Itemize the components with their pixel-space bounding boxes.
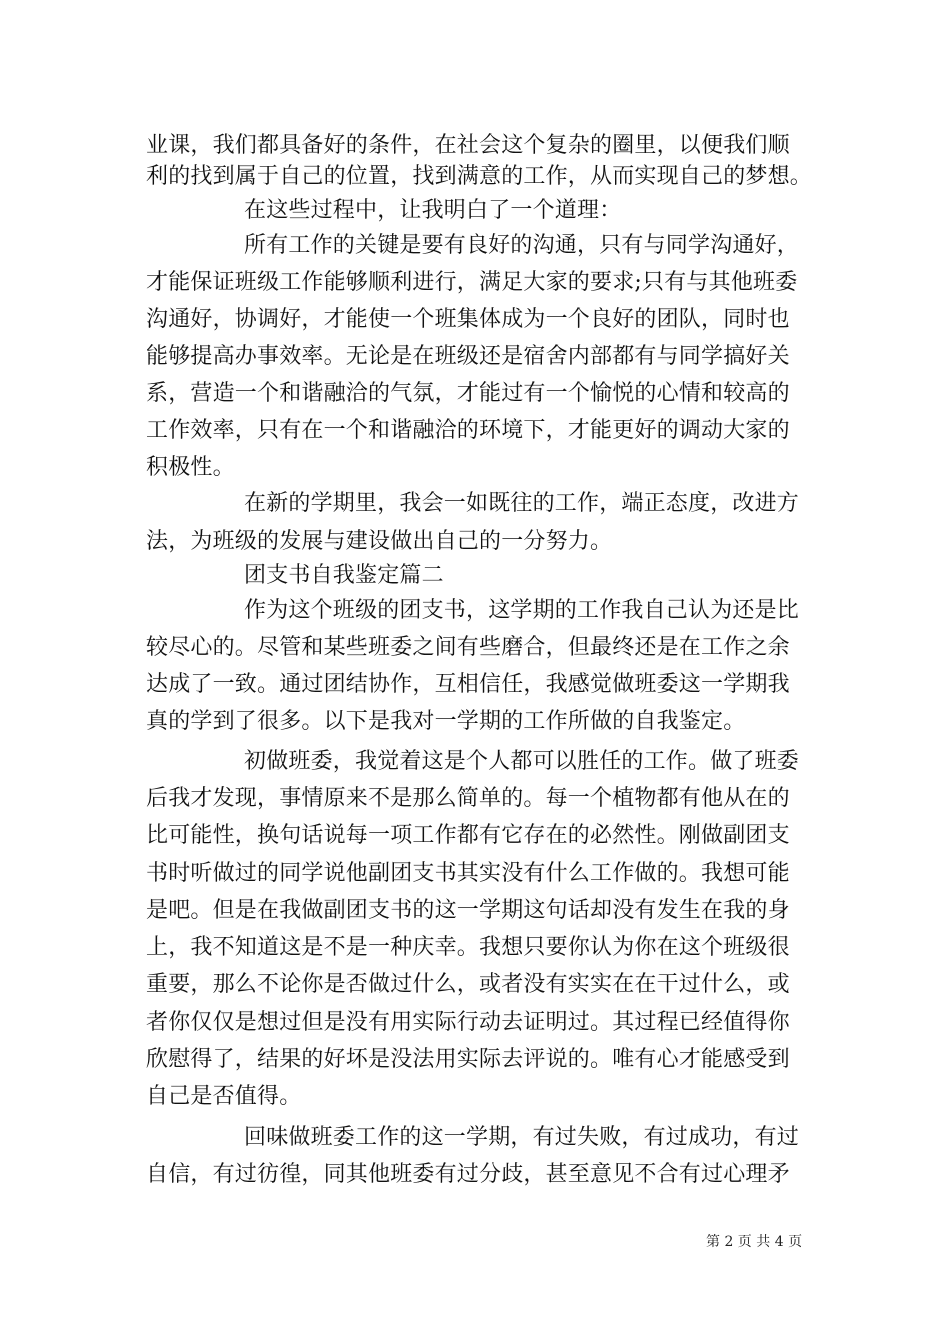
body-line: 初做班委，我觉着这是个人都可以胜任的工作。做了班委 bbox=[244, 749, 800, 774]
body-line: 业课，我们都具备好的条件，在社会这个复杂的圈里，以便我们顺 bbox=[146, 133, 790, 158]
body-line: 较尽心的。尽管和某些班委之间有些磨合，但最终还是在工作之余 bbox=[146, 635, 790, 660]
body-line: 上，我不知道这是不是一种庆幸。我想只要你认为你在这个班级很 bbox=[146, 935, 790, 960]
body-line: 在这些过程中，让我明白了一个道理： bbox=[244, 198, 622, 223]
body-line: 自己是否值得。 bbox=[146, 1084, 302, 1109]
body-line: 沟通好，协调好，才能使一个班集体成为一个良好的团队，同时也 bbox=[146, 307, 790, 332]
body-line: 比可能性，换句话说每一项工作都有它存在的必然性。刚做副团支 bbox=[146, 823, 790, 848]
body-line: 重要，那么不论你是否做过什么，或者没有实实在在干过什么，或 bbox=[146, 972, 790, 997]
body-line: 法，为班级的发展与建设做出自己的一分努力。 bbox=[146, 529, 613, 554]
body-line: 是吧。但是在我做副团支书的这一学期这句话却没有发生在我的身 bbox=[146, 898, 790, 923]
body-line: 书时听做过的同学说他副团支书其实没有什么工作做的。我想可能 bbox=[146, 861, 790, 886]
page-number: 第 2 页 共 4 页 bbox=[706, 1234, 803, 1250]
body-line: 作为这个班级的团支书，这学期的工作我自己认为还是比 bbox=[244, 598, 800, 623]
body-line: 真的学到了很多。以下是我对一学期的工作所做的自我鉴定。 bbox=[146, 709, 746, 734]
body-line: 后我才发现，事情原来不是那么简单的。每一个植物都有他从在的 bbox=[146, 786, 790, 811]
body-line: 自信，有过彷徨，同其他班委有过分歧，甚至意见不合有过心理矛 bbox=[146, 1162, 790, 1187]
body-line: 在新的学期里，我会一如既往的工作，端正态度，改进方 bbox=[244, 491, 800, 516]
body-line: 工作效率，只有在一个和谐融洽的环境下，才能更好的调动大家的 bbox=[146, 418, 790, 443]
body-line: 积极性。 bbox=[146, 455, 235, 480]
body-line: 回味做班委工作的这一学期，有过失败，有过成功，有过 bbox=[244, 1125, 800, 1150]
body-line: 欣慰得了，结果的好坏是没法用实际去评说的。唯有心才能感受到 bbox=[146, 1047, 790, 1072]
body-line: 达成了一致。通过团结协作，互相信任，我感觉做班委这一学期我 bbox=[146, 672, 790, 697]
section-heading: 团支书自我鉴定篇二 bbox=[244, 563, 444, 588]
body-line: 系，营造一个和谐融洽的气氛，才能过有一个愉悦的心情和较高的 bbox=[146, 381, 790, 406]
body-line: 才能保证班级工作能够顺利进行，满足大家的要求;只有与其他班委 bbox=[146, 270, 798, 295]
body-line: 者你仅仅是想过但是没有用实际行动去证明过。其过程已经值得你 bbox=[146, 1010, 790, 1035]
body-line: 所有工作的关键是要有良好的沟通，只有与同学沟通好， bbox=[244, 233, 800, 258]
body-line: 利的找到属于自己的位置，找到满意的工作，从而实现自己的梦想。 bbox=[146, 164, 813, 189]
body-line: 能够提高办事效率。无论是在班级还是宿舍内部都有与同学搞好关 bbox=[146, 344, 790, 369]
